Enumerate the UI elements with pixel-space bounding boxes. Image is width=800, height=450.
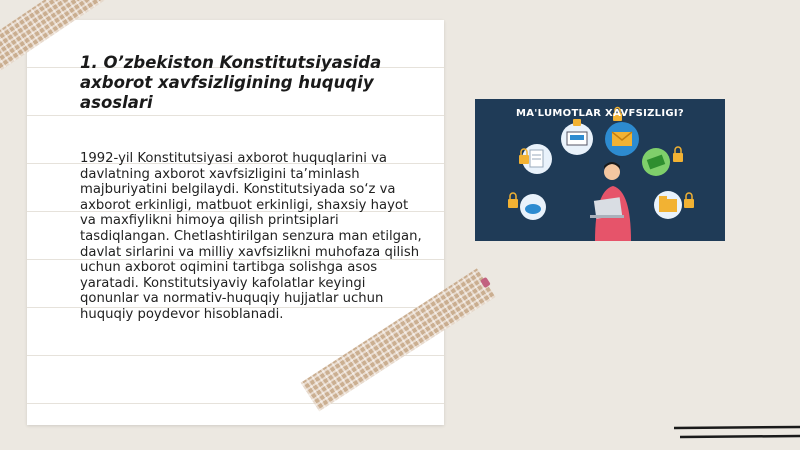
data-security-illustration bbox=[475, 99, 725, 241]
lock-icon bbox=[508, 193, 518, 208]
lock-icon bbox=[673, 147, 683, 162]
slide-title: 1. O’zbekiston Konstitutsiyasida axborot xavfsizligining huquqiy asoslari bbox=[80, 53, 382, 112]
illustration-caption: MA'LUMOTLAR XAVFSIZLIGI? bbox=[516, 108, 684, 119]
slide-body-text: 1992-yil Konstitutsiyasi axborot huquqlarini va davlatning axborot xavfsizligini ta’minlash majburiyatini belgilaydi. Konstitutsiyada so‘z va axborot erkinligi, matbuot erkinligi, shaxsiy hayot va maxfiylikni himoya qilish printsiplari tasdiqlangan. Chetlashtirilgan senzura man etilgan, davlat sirlarini va milliy xavfsizlikni muhofaza qilish uchun axborot oqimini tartibga solishga asos yaratadi. Konstitutsiyaviy kafolatlar keyingi qonunlar va normativ-huquqiy hujjatlar uchun huquqiy poydevor hisoblanadi. bbox=[80, 151, 422, 322]
decorative-lines bbox=[672, 420, 800, 450]
person-with-laptop-icon bbox=[590, 162, 631, 241]
lock-icon bbox=[684, 193, 694, 208]
lock-icon bbox=[573, 119, 581, 126]
lock-icon bbox=[519, 149, 529, 164]
